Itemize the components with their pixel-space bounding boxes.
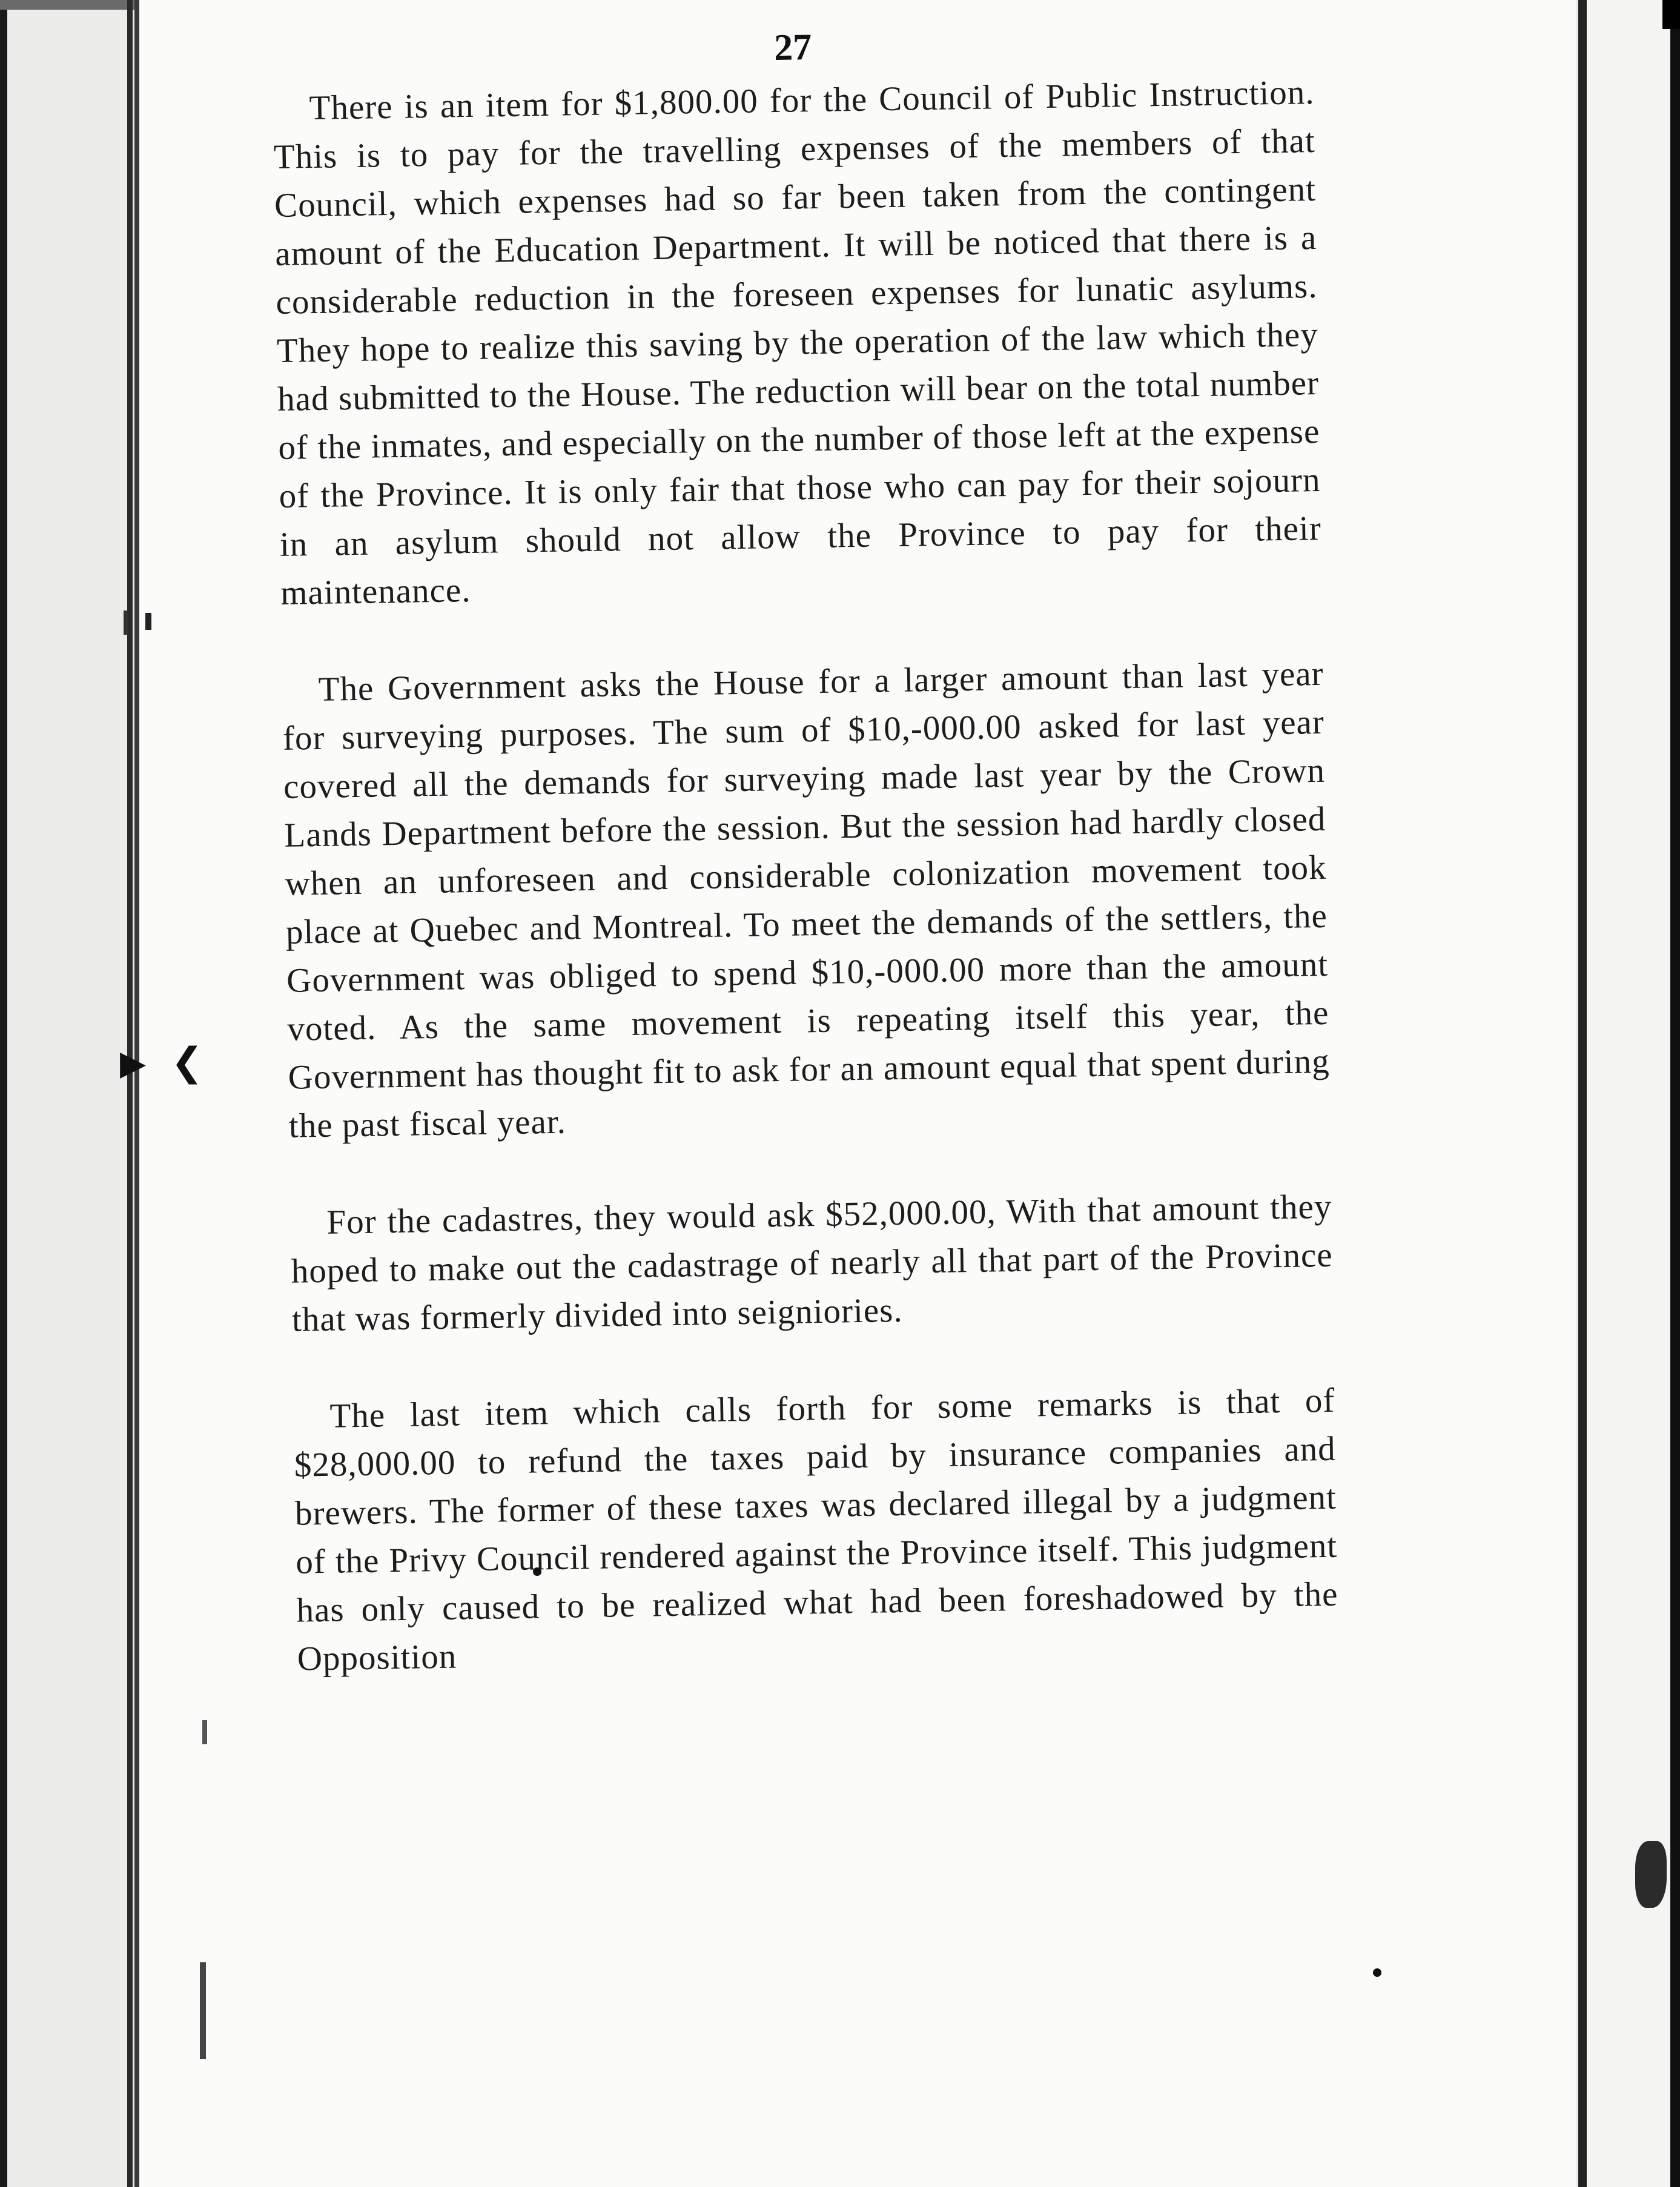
scan-top-edge xyxy=(0,0,134,10)
scan-right-border xyxy=(1670,0,1680,2187)
margin-chevron-icon: ❮ xyxy=(171,1040,203,1085)
paragraph-council-instruction: There is an item for $1,800.00 for the Council of Public Instruction. This is to pay for the travelling expenses of the members of that Council, which expenses had so far been taken from the contingent amount of the Education Department. It will be noticed that there is a considerable reduction in the foreseen expenses for lunatic asylums. They hope to realize this saving by the operation of the law which they had submitted to the House. The reduction will bear on the total number of the inmates, and especially on the number of those left at the expense of the Province. It is only fair that those who can pay for their sojourn in an asylum should not allow the Province to pay for their maintenance. xyxy=(273,73,1322,612)
page-right-edge xyxy=(1578,0,1587,2187)
paragraph-surveying: The Government asks the House for a larger amount than last year for surveying purposes. The sum of $10,-000.00 asked for last year covered all the demands for surveying made last year by the Crown Lands Department before the session. But the session had hardly closed when an unforeseen and considerable colonization movement took place at Quebec and Montreal. To meet the demands of the settlers, the Government was obliged to spend $10,-000.00 more than the amount voted. As the same movement is repeating itself this year, the Government has thought fit to ask for an amount equal that spent during the past fiscal year. xyxy=(282,654,1331,1145)
scan-mark xyxy=(200,1962,206,2059)
scan-left-margin xyxy=(0,0,7,2187)
scan-speck xyxy=(1373,1968,1381,1977)
scan-mark xyxy=(202,1720,207,1744)
page-text xyxy=(273,27,1340,1732)
scan-blot xyxy=(1635,1841,1667,1908)
scan-mark xyxy=(145,613,151,630)
margin-arrow-icon: ▶ xyxy=(120,1044,147,1083)
page-number: 27 xyxy=(773,27,812,68)
scan-corner-mark xyxy=(1662,0,1680,29)
page-left-edge xyxy=(127,0,133,2187)
paragraph-taxes-refund: The last item which calls forth for some remarks is that of $28,000.00 to refund the taxes paid by insurance companies and brewers. The former of these taxes was declared illegal by a judgment of the Privy Council rendered against the Province itself. This judgment has only caused to be realized what had been foreshadowed by the Opposition xyxy=(294,1381,1338,1678)
paragraph-cadastres: For the cadastres, they would ask $52,000.00, With that amount they hoped to make out the cadastrage of nearly all that part of the Province that was formerly divided into seigniories. xyxy=(291,1187,1334,1339)
scan-mark xyxy=(124,610,128,635)
